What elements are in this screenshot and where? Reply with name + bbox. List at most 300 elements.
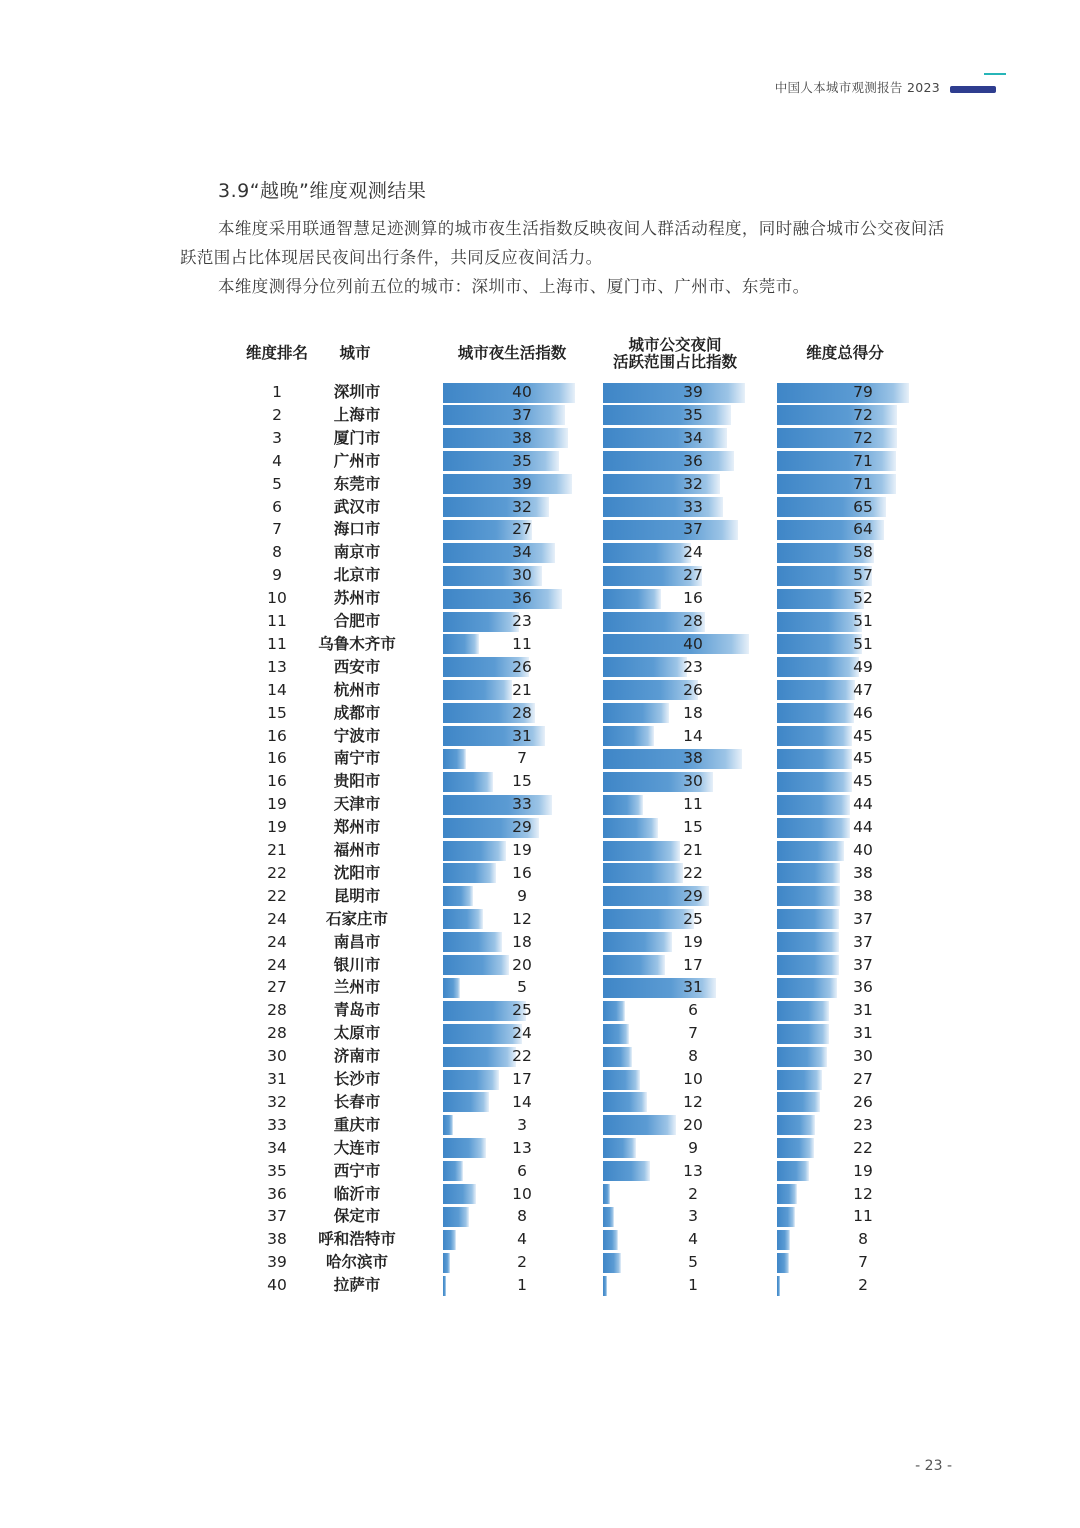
- bus-value: 32: [683, 474, 703, 493]
- bus-bar: [603, 1092, 647, 1112]
- rank-cell: 13: [267, 657, 287, 676]
- nightlife-bar: [443, 1230, 456, 1250]
- table-row: [0, 541, 1080, 564]
- total-value: 37: [853, 932, 873, 951]
- city-cell: 银川市: [333, 955, 381, 974]
- total-bar: [777, 749, 852, 769]
- total-bar: [777, 886, 840, 906]
- nightlife-bar: [443, 841, 506, 861]
- city-cell: 昆明市: [333, 886, 381, 905]
- bus-bar: [603, 1001, 625, 1021]
- bus-value: 18: [683, 703, 703, 722]
- total-value: 37: [853, 955, 873, 974]
- bus-bar: [603, 1138, 636, 1158]
- bus-value: 35: [683, 405, 703, 424]
- header-total-score: 维度总得分: [806, 344, 884, 362]
- table-row: [0, 1274, 1080, 1297]
- total-value: 64: [853, 520, 873, 539]
- nightlife-value: 27: [512, 520, 532, 539]
- table-row: [0, 381, 1080, 404]
- nightlife-value: 40: [512, 383, 532, 401]
- report-title: 中国人本城市观测报告 2023: [774, 80, 940, 95]
- rank-cell: 24: [267, 909, 287, 928]
- city-cell: 成都市: [333, 703, 381, 722]
- total-bar: [777, 1115, 815, 1135]
- nightlife-value: 24: [512, 1024, 532, 1043]
- bus-bar: [603, 520, 738, 540]
- nightlife-value: 35: [512, 451, 532, 470]
- nightlife-value: 6: [517, 1161, 527, 1180]
- bus-value: 10: [683, 1070, 703, 1088]
- rank-cell: 16: [267, 772, 287, 791]
- table-row: [0, 885, 1080, 908]
- table-row: [0, 496, 1080, 519]
- bus-bar: [603, 955, 665, 975]
- total-value: 19: [853, 1161, 873, 1180]
- table-row: [0, 633, 1080, 656]
- nightlife-value: 28: [512, 703, 532, 722]
- total-bar: [777, 841, 844, 861]
- city-cell: 厦门市: [333, 428, 381, 447]
- total-value: 72: [853, 405, 873, 424]
- table-row: [0, 1160, 1080, 1183]
- rank-cell: 38: [267, 1230, 287, 1249]
- bus-bar: [603, 1207, 614, 1227]
- rank-cell: 19: [267, 818, 287, 837]
- nightlife-value: 30: [512, 566, 532, 585]
- header-bus-line2: 活跃范围占比指数: [612, 353, 737, 371]
- city-cell: 北京市: [333, 566, 381, 585]
- city-cell: 海口市: [333, 520, 381, 539]
- table-row: [0, 793, 1080, 816]
- section-paragraph-1: 本维度采用联通智慧足迹测算的城市夜生活指数反映夜间人群活动程度，同时融合城市公交夜间活跃范围占比体现居民夜间出行条件，共同反应夜间活力。: [180, 219, 945, 267]
- city-cell: 合肥市: [333, 612, 381, 630]
- bus-value: 28: [683, 612, 703, 630]
- bus-value: 26: [683, 680, 703, 699]
- nightlife-value: 11: [512, 634, 532, 653]
- bus-bar: [603, 841, 680, 861]
- bus-value: 13: [683, 1161, 703, 1180]
- bus-value: 5: [688, 1253, 698, 1272]
- rank-cell: 22: [267, 886, 287, 905]
- bus-value: 7: [688, 1024, 698, 1043]
- nightlife-value: 3: [517, 1115, 527, 1134]
- bus-value: 20: [683, 1115, 703, 1134]
- nightlife-value: 15: [512, 772, 532, 791]
- rank-cell: 16: [267, 726, 287, 745]
- rank-cell: 27: [267, 978, 287, 997]
- total-value: 51: [853, 634, 873, 653]
- total-value: 72: [853, 428, 873, 447]
- bus-value: 1: [688, 1276, 698, 1295]
- table-row: [0, 1114, 1080, 1137]
- total-value: 65: [853, 497, 873, 516]
- total-value: 71: [853, 451, 873, 470]
- table-row: [0, 564, 1080, 587]
- table-row: [0, 473, 1080, 496]
- bus-bar: [603, 1115, 676, 1135]
- nightlife-bar: [443, 1070, 499, 1090]
- nightlife-bar: [443, 1092, 489, 1112]
- rank-cell: 32: [267, 1092, 287, 1111]
- bus-value: 11: [683, 795, 703, 814]
- bus-value: 2: [688, 1184, 698, 1203]
- total-value: 71: [853, 474, 873, 493]
- total-value: 26: [853, 1092, 873, 1111]
- rank-cell: 37: [267, 1207, 287, 1226]
- rank-cell: 5: [272, 474, 282, 493]
- total-value: 37: [853, 909, 873, 928]
- table-row: [0, 1068, 1080, 1091]
- nightlife-bar: [443, 909, 483, 929]
- bus-value: 6: [688, 1001, 698, 1020]
- nightlife-bar: [443, 1161, 463, 1181]
- nightlife-value: 2: [517, 1253, 527, 1272]
- table-row: [0, 702, 1080, 725]
- nightlife-value: 20: [512, 955, 532, 974]
- total-value: 45: [853, 749, 873, 768]
- city-cell: 重庆市: [333, 1115, 381, 1134]
- rank-cell: 19: [267, 795, 287, 814]
- total-value: 57: [853, 566, 873, 585]
- bus-value: 36: [683, 451, 703, 470]
- nightlife-value: 19: [512, 841, 532, 859]
- city-cell: 青岛市: [333, 1001, 381, 1020]
- nightlife-value: 18: [512, 932, 532, 951]
- header-city: 城市: [339, 344, 371, 362]
- total-bar: [777, 863, 840, 883]
- nightlife-bar: [443, 772, 493, 792]
- table-row: [0, 816, 1080, 839]
- total-value: 12: [853, 1184, 873, 1203]
- total-bar: [777, 1161, 809, 1181]
- nightlife-bar: [443, 1253, 450, 1273]
- total-bar: [777, 1070, 822, 1090]
- bus-value: 16: [683, 589, 703, 608]
- table-row: [0, 862, 1080, 885]
- total-bar: [777, 978, 837, 998]
- total-value: 47: [853, 680, 873, 699]
- total-value: 23: [853, 1115, 873, 1134]
- city-cell: 杭州市: [333, 680, 381, 699]
- bus-value: 29: [683, 886, 703, 905]
- nightlife-value: 21: [512, 680, 532, 699]
- total-value: 79: [853, 383, 873, 401]
- rank-cell: 39: [267, 1253, 287, 1272]
- rank-cell: 16: [267, 749, 287, 768]
- header-rank: 维度排名: [245, 344, 308, 362]
- header-nightlife-index: 城市夜生活指数: [457, 344, 567, 362]
- bus-value: 30: [683, 772, 703, 791]
- nightlife-bar: [443, 1115, 453, 1135]
- bus-bar: [603, 1047, 632, 1067]
- total-value: 45: [853, 726, 873, 745]
- city-cell: 贵阳市: [333, 772, 381, 791]
- city-cell: 武汉市: [333, 497, 381, 516]
- bus-bar: [603, 1184, 610, 1204]
- nightlife-value: 16: [512, 863, 532, 882]
- total-bar: [777, 818, 850, 838]
- nightlife-bar: [443, 634, 479, 654]
- total-bar: [777, 1230, 790, 1250]
- total-value: 31: [853, 1001, 873, 1020]
- bus-value: 38: [683, 749, 703, 768]
- total-bar: [777, 1047, 827, 1067]
- nightlife-value: 12: [512, 909, 532, 928]
- bus-bar: [603, 818, 658, 838]
- rank-cell: 34: [267, 1138, 287, 1157]
- nightlife-bar: [443, 932, 502, 952]
- city-cell: 兰州市: [333, 978, 381, 997]
- total-bar: [777, 1253, 789, 1273]
- bus-bar: [603, 863, 683, 883]
- total-bar: [777, 909, 839, 929]
- rank-cell: 2: [272, 405, 282, 424]
- rank-cell: 40: [267, 1276, 287, 1295]
- total-value: 52: [853, 589, 873, 608]
- table-row: [0, 1205, 1080, 1228]
- total-bar: [777, 1276, 780, 1296]
- table-row: [0, 1045, 1080, 1068]
- city-cell: 太原市: [333, 1024, 381, 1043]
- bus-value: 19: [683, 932, 703, 951]
- bus-value: 24: [683, 543, 703, 562]
- total-value: 51: [853, 612, 873, 630]
- total-value: 46: [853, 703, 873, 722]
- total-bar: [777, 932, 839, 952]
- table-row: [0, 1022, 1080, 1045]
- city-cell: 呼和浩特市: [318, 1230, 396, 1249]
- city-cell: 苏州市: [333, 589, 381, 608]
- total-bar: [777, 955, 839, 975]
- table-row: [0, 976, 1080, 999]
- city-cell: 乌鲁木齐市: [318, 634, 396, 653]
- total-bar: [777, 1024, 829, 1044]
- bus-value: 25: [683, 909, 703, 928]
- nightlife-value: 31: [512, 726, 532, 745]
- city-cell: 哈尔滨市: [325, 1253, 388, 1272]
- bus-bar: [603, 451, 734, 471]
- city-cell: 沈阳市: [333, 863, 381, 882]
- nightlife-value: 5: [517, 978, 527, 997]
- nightlife-value: 4: [517, 1230, 527, 1249]
- bus-value: 4: [688, 1230, 698, 1249]
- city-cell: 上海市: [333, 405, 381, 424]
- rank-cell: 9: [272, 566, 282, 585]
- city-cell: 西宁市: [333, 1161, 381, 1180]
- bus-bar: [603, 1161, 650, 1181]
- rank-cell: 8: [272, 543, 282, 562]
- bus-bar: [603, 1024, 629, 1044]
- nightlife-bar: [443, 886, 473, 906]
- nightlife-bar: [443, 1138, 486, 1158]
- rank-cell: 1: [272, 383, 282, 401]
- nightlife-value: 17: [512, 1070, 532, 1088]
- city-cell: 南京市: [333, 543, 381, 562]
- rank-cell: 30: [267, 1047, 287, 1066]
- bus-value: 34: [683, 428, 703, 447]
- bus-bar: [603, 932, 672, 952]
- rank-cell: 15: [267, 703, 287, 722]
- nightlife-value: 36: [512, 589, 532, 608]
- bus-value: 9: [688, 1138, 698, 1157]
- table-row: [0, 931, 1080, 954]
- section-title: 3.9“越晚”维度观测结果: [218, 180, 427, 202]
- total-bar: [777, 726, 852, 746]
- nightlife-value: 25: [512, 1001, 532, 1020]
- city-cell: 西安市: [333, 657, 381, 676]
- bus-value: 15: [683, 818, 703, 837]
- total-value: 40: [853, 841, 873, 859]
- bus-value: 14: [683, 726, 703, 745]
- city-cell: 保定市: [333, 1207, 381, 1226]
- bus-bar: [603, 795, 643, 815]
- rank-cell: 11: [267, 612, 287, 630]
- nightlife-bar: [443, 863, 496, 883]
- table-row: [0, 1228, 1080, 1251]
- table-row: [0, 656, 1080, 679]
- bus-bar: [603, 1253, 621, 1273]
- table-row: [0, 450, 1080, 473]
- city-cell: 天津市: [333, 795, 381, 814]
- bus-value: 12: [683, 1092, 703, 1111]
- nightlife-bar: [443, 1184, 476, 1204]
- bus-value: 8: [688, 1047, 698, 1066]
- city-cell: 长沙市: [333, 1070, 381, 1088]
- rank-cell: 22: [267, 863, 287, 882]
- nightlife-bar: [443, 978, 460, 998]
- table-row: [0, 839, 1080, 862]
- total-value: 44: [853, 818, 873, 837]
- total-bar: [777, 1092, 820, 1112]
- nightlife-value: 33: [512, 795, 532, 814]
- bus-value: 33: [683, 497, 703, 516]
- total-value: 49: [853, 657, 873, 676]
- table-row: [0, 954, 1080, 977]
- nightlife-value: 13: [512, 1138, 532, 1157]
- table-row: [0, 770, 1080, 793]
- bus-value: 21: [683, 841, 703, 859]
- bus-bar: [603, 1230, 618, 1250]
- table-row: [0, 404, 1080, 427]
- city-cell: 深圳市: [333, 383, 381, 401]
- table-row: [0, 1091, 1080, 1114]
- table-row: [0, 1183, 1080, 1206]
- total-value: 30: [853, 1047, 873, 1066]
- total-bar: [777, 1138, 814, 1158]
- nightlife-value: 32: [512, 497, 532, 516]
- nightlife-value: 8: [517, 1207, 527, 1226]
- rank-cell: 24: [267, 955, 287, 974]
- total-value: 2: [858, 1276, 868, 1295]
- nightlife-value: 38: [512, 428, 532, 447]
- bus-bar: [603, 1070, 640, 1090]
- rank-cell: 28: [267, 1001, 287, 1020]
- total-value: 38: [853, 863, 873, 882]
- city-cell: 临沂市: [333, 1184, 381, 1203]
- total-bar: [777, 772, 852, 792]
- city-cell: 石家庄市: [325, 909, 388, 928]
- bus-value: 17: [683, 955, 703, 974]
- table-row: [0, 1251, 1080, 1274]
- table-row: [0, 999, 1080, 1022]
- rank-cell: 36: [267, 1184, 287, 1203]
- nightlife-value: 39: [512, 474, 532, 493]
- total-value: 44: [853, 795, 873, 814]
- nightlife-value: 1: [517, 1276, 527, 1295]
- total-value: 45: [853, 772, 873, 791]
- nightlife-value: 37: [512, 405, 532, 424]
- total-value: 27: [853, 1070, 873, 1088]
- nightlife-bar: [443, 1276, 446, 1296]
- bus-bar: [603, 726, 654, 746]
- total-value: 11: [853, 1207, 873, 1226]
- nightlife-value: 9: [517, 886, 527, 905]
- city-cell: 济南市: [333, 1047, 381, 1066]
- total-value: 7: [858, 1253, 868, 1272]
- table-row: [0, 587, 1080, 610]
- total-bar: [777, 1207, 795, 1227]
- nightlife-value: 26: [512, 657, 532, 676]
- section-paragraph-2: 本维度测得分位列前五位的城市：深圳市、上海市、厦门市、广州市、东莞市。: [218, 277, 810, 296]
- rank-cell: 4: [272, 451, 282, 470]
- rank-cell: 35: [267, 1161, 287, 1180]
- table-row: [0, 1137, 1080, 1160]
- rank-cell: 14: [267, 680, 287, 699]
- nightlife-value: 10: [512, 1184, 532, 1203]
- city-cell: 拉萨市: [333, 1276, 381, 1295]
- bus-value: 40: [683, 634, 703, 653]
- total-value: 36: [853, 978, 873, 997]
- rank-cell: 11: [267, 634, 287, 653]
- rank-cell: 6: [272, 497, 282, 516]
- bus-value: 39: [683, 383, 703, 401]
- bus-value: 37: [683, 520, 703, 539]
- table-row: [0, 518, 1080, 541]
- table-row: [0, 908, 1080, 931]
- city-cell: 大连市: [333, 1138, 381, 1157]
- rank-cell: 7: [272, 520, 282, 539]
- rank-cell: 10: [267, 589, 287, 608]
- nightlife-value: 7: [517, 749, 527, 768]
- rank-cell: 3: [272, 428, 282, 447]
- nightlife-value: 34: [512, 543, 532, 562]
- nightlife-bar: [443, 749, 466, 769]
- nightlife-value: 22: [512, 1047, 532, 1066]
- nightlife-value: 14: [512, 1092, 532, 1111]
- page-number: - 23 -: [915, 1458, 952, 1474]
- city-cell: 长春市: [333, 1092, 381, 1111]
- total-value: 38: [853, 886, 873, 905]
- nightlife-value: 29: [512, 818, 532, 837]
- city-cell: 郑州市: [333, 818, 381, 837]
- rank-cell: 24: [267, 932, 287, 951]
- total-bar: [777, 1184, 797, 1204]
- total-bar: [777, 795, 850, 815]
- city-cell: 广州市: [333, 451, 381, 470]
- bus-value: 23: [683, 657, 703, 676]
- header-bus-line1: 城市公交夜间: [628, 336, 722, 354]
- table-row: [0, 427, 1080, 450]
- nightlife-bar: [443, 955, 509, 975]
- total-value: 58: [853, 543, 873, 562]
- rank-cell: 21: [267, 841, 287, 859]
- city-cell: 宁波市: [333, 726, 381, 745]
- city-cell: 南昌市: [333, 932, 381, 951]
- table-row: [0, 610, 1080, 633]
- table-row: [0, 725, 1080, 748]
- nightlife-bar: [443, 1207, 469, 1227]
